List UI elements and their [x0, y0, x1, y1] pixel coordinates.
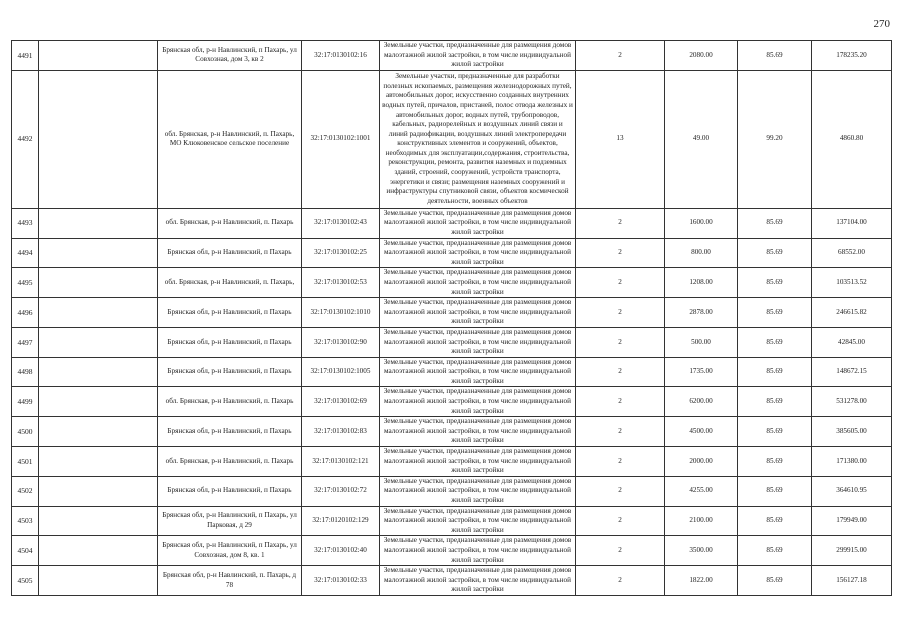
purpose-cell: Земельные участки, предназначенные для размещения домов малоэтажной жилой застройки, в том числе индивидуальной жилой застройки: [380, 268, 576, 298]
cadastral-number-cell: 32:17:0130102:1001: [302, 70, 380, 208]
purpose-cell: Земельные участки, предназначенные для размещения домов малоэтажной жилой застройки, в том числе индивидуальной жилой застройки: [380, 357, 576, 387]
spacer-cell: [39, 357, 158, 387]
purpose-cell: Земельные участки, предназначенные для размещения домов малоэтажной жилой застройки, в том числе индивидуальной жилой застройки: [380, 506, 576, 536]
land-registry-table: [11, 40, 892, 596]
address-cell: обл. Брянская, р-н Навлинский, п. Пахарь,: [158, 268, 302, 298]
table-row: [12, 536, 892, 566]
value-cell: 299915.00: [812, 536, 892, 566]
row-number: 4502: [12, 476, 39, 506]
group-cell: 2: [576, 506, 665, 536]
spacer-cell: [39, 566, 158, 596]
spacer-cell: [39, 238, 158, 268]
address-cell: Брянская обл, р-н Навлинский, п Пахарь, ул Совхозная, дом 3, кв 2: [158, 41, 302, 71]
cadastral-number-cell: 32:17:0130102:69: [302, 387, 380, 417]
address-cell: Брянская обл, р-н Навлинский, п Пахарь: [158, 417, 302, 447]
address-cell: Брянская обл, р-н Навлинский, п Пахарь: [158, 476, 302, 506]
area-cell: 2100.00: [665, 506, 738, 536]
group-cell: 2: [576, 298, 665, 328]
value-cell: 364610.95: [812, 476, 892, 506]
cadastral-number-cell: 32:17:0130102:1005: [302, 357, 380, 387]
spacer-cell: [39, 476, 158, 506]
group-cell: 2: [576, 387, 665, 417]
row-number: 4503: [12, 506, 39, 536]
table-row: [12, 298, 892, 328]
value-cell: 531278.00: [812, 387, 892, 417]
rate-cell: 85.69: [738, 476, 812, 506]
purpose-cell: Земельные участки, предназначенные для разработки полезных ископаемых, размещения железнодорожных путей, автомобильных дорог, искусственно созданных внутренних водных путей, причалов, пристаней, полос отвода железных и автомобильных дорог, водных путей, трубопроводов, кабельных, радиорелейных и воздушных линий связи и линий радиофикации, воздушных линий электропередачи конструктивных элементов и сооружений, объектов, необходимых для эксплуатации,содержания, строительства, реконструкции, ремонта, развития наземных и подземных зданий, строений, сооружений, устройств транспорта, энергетики и связи; размещения наземных сооружений и инфраструктуры спутниковой связи, объектов космической деятельности, военных объектов: [380, 70, 576, 208]
purpose-cell: Земельные участки, предназначенные для размещения домов малоэтажной жилой застройки, в том числе индивидуальной жилой застройки: [380, 387, 576, 417]
cadastral-number-cell: 32:17:0130102:40: [302, 536, 380, 566]
purpose-cell: Земельные участки, предназначенные для размещения домов малоэтажной жилой застройки, в том числе индивидуальной жилой застройки: [380, 417, 576, 447]
table-row: [12, 417, 892, 447]
spacer-cell: [39, 70, 158, 208]
address-cell: обл. Брянская, р-н Навлинский, п. Пахарь: [158, 387, 302, 417]
group-cell: 2: [576, 417, 665, 447]
table-row: [12, 357, 892, 387]
row-number: 4504: [12, 536, 39, 566]
rate-cell: 85.69: [738, 447, 812, 477]
group-cell: 2: [576, 208, 665, 238]
rate-cell: 85.69: [738, 566, 812, 596]
rate-cell: 85.69: [738, 536, 812, 566]
cadastral-number-cell: 32:17:0130102:72: [302, 476, 380, 506]
area-cell: 2080.00: [665, 41, 738, 71]
spacer-cell: [39, 417, 158, 447]
row-number: 4498: [12, 357, 39, 387]
rate-cell: 85.69: [738, 268, 812, 298]
value-cell: 137104.00: [812, 208, 892, 238]
row-number: 4493: [12, 208, 39, 238]
spacer-cell: [39, 447, 158, 477]
cadastral-number-cell: 32:17:0130102:43: [302, 208, 380, 238]
purpose-cell: Земельные участки, предназначенные для размещения домов малоэтажной жилой застройки, в том числе индивидуальной жилой застройки: [380, 447, 576, 477]
cadastral-number-cell: 32:17:0130102:25: [302, 238, 380, 268]
rate-cell: 85.69: [738, 238, 812, 268]
purpose-cell: Земельные участки, предназначенные для размещения домов малоэтажной жилой застройки, в том числе индивидуальной жилой застройки: [380, 327, 576, 357]
table-row: [12, 208, 892, 238]
group-cell: 2: [576, 41, 665, 71]
address-cell: обл. Брянская, р-н Навлинский, п. Пахарь, МО Клюковенское сельское поселение: [158, 70, 302, 208]
rate-cell: 85.69: [738, 387, 812, 417]
group-cell: 2: [576, 447, 665, 477]
spacer-cell: [39, 41, 158, 71]
cadastral-number-cell: 32:17:0130102:1010: [302, 298, 380, 328]
group-cell: 13: [576, 70, 665, 208]
address-cell: Брянская обл, р-н Навлинский, п. Пахарь, д 78: [158, 566, 302, 596]
row-number: 4501: [12, 447, 39, 477]
spacer-cell: [39, 268, 158, 298]
group-cell: 2: [576, 536, 665, 566]
address-cell: Брянская обл, р-н Навлинский, п Пахарь: [158, 327, 302, 357]
row-number: 4505: [12, 566, 39, 596]
value-cell: 246615.82: [812, 298, 892, 328]
rate-cell: 85.69: [738, 41, 812, 71]
row-number: 4492: [12, 70, 39, 208]
purpose-cell: Земельные участки, предназначенные для размещения домов малоэтажной жилой застройки, в том числе индивидуальной жилой застройки: [380, 536, 576, 566]
spacer-cell: [39, 506, 158, 536]
page-number: 270: [873, 18, 890, 30]
group-cell: 2: [576, 268, 665, 298]
value-cell: 4860.80: [812, 70, 892, 208]
row-number: 4494: [12, 238, 39, 268]
value-cell: 103513.52: [812, 268, 892, 298]
row-number: 4496: [12, 298, 39, 328]
group-cell: 2: [576, 327, 665, 357]
area-cell: 1822.00: [665, 566, 738, 596]
cadastral-number-cell: 32:17:0120102:129: [302, 506, 380, 536]
area-cell: 1600.00: [665, 208, 738, 238]
table-row: [12, 447, 892, 477]
spacer-cell: [39, 327, 158, 357]
rate-cell: 85.69: [738, 506, 812, 536]
cadastral-number-cell: 32:17:0130102:33: [302, 566, 380, 596]
rate-cell: 99.20: [738, 70, 812, 208]
purpose-cell: Земельные участки, предназначенные для размещения домов малоэтажной жилой застройки, в том числе индивидуальной жилой застройки: [380, 41, 576, 71]
area-cell: 1735.00: [665, 357, 738, 387]
table-row: [12, 70, 892, 208]
rate-cell: 85.69: [738, 327, 812, 357]
table-row: [12, 268, 892, 298]
group-cell: 2: [576, 476, 665, 506]
group-cell: 2: [576, 566, 665, 596]
rate-cell: 85.69: [738, 208, 812, 238]
rate-cell: 85.69: [738, 357, 812, 387]
group-cell: 2: [576, 238, 665, 268]
cadastral-number-cell: 32:17:0130102:53: [302, 268, 380, 298]
row-number: 4500: [12, 417, 39, 447]
area-cell: 2000.00: [665, 447, 738, 477]
purpose-cell: Земельные участки, предназначенные для размещения домов малоэтажной жилой застройки, в том числе индивидуальной жилой застройки: [380, 298, 576, 328]
rate-cell: 85.69: [738, 298, 812, 328]
area-cell: 49.00: [665, 70, 738, 208]
area-cell: 500.00: [665, 327, 738, 357]
spacer-cell: [39, 298, 158, 328]
value-cell: 178235.20: [812, 41, 892, 71]
purpose-cell: Земельные участки, предназначенные для размещения домов малоэтажной жилой застройки, в том числе индивидуальной жилой застройки: [380, 238, 576, 268]
value-cell: 171380.00: [812, 447, 892, 477]
table-row: [12, 327, 892, 357]
value-cell: 179949.00: [812, 506, 892, 536]
area-cell: 2878.00: [665, 298, 738, 328]
spacer-cell: [39, 208, 158, 238]
table-row: [12, 387, 892, 417]
address-cell: обл. Брянская, р-н Навлинский, п. Пахарь: [158, 447, 302, 477]
area-cell: 1208.00: [665, 268, 738, 298]
area-cell: 4255.00: [665, 476, 738, 506]
table-row: [12, 566, 892, 596]
row-number: 4491: [12, 41, 39, 71]
area-cell: 6200.00: [665, 387, 738, 417]
cadastral-number-cell: 32:17:0130102:121: [302, 447, 380, 477]
cadastral-number-cell: 32:17:0130102:16: [302, 41, 380, 71]
cadastral-number-cell: 32:17:0130102:83: [302, 417, 380, 447]
area-cell: 800.00: [665, 238, 738, 268]
address-cell: Брянская обл, р-н Навлинский, п Пахарь: [158, 357, 302, 387]
value-cell: 148672.15: [812, 357, 892, 387]
area-cell: 4500.00: [665, 417, 738, 447]
table-row: [12, 41, 892, 71]
table-row: [12, 506, 892, 536]
group-cell: 2: [576, 357, 665, 387]
cadastral-number-cell: 32:17:0130102:90: [302, 327, 380, 357]
spacer-cell: [39, 387, 158, 417]
value-cell: 385605.00: [812, 417, 892, 447]
address-cell: Брянская обл, р-н Навлинский, п Пахарь, ул Парковая, д 29: [158, 506, 302, 536]
value-cell: 42845.00: [812, 327, 892, 357]
row-number: 4495: [12, 268, 39, 298]
address-cell: Брянская обл, р-н Навлинский, п Пахарь, ул Совхозная, дом 8, кв. 1: [158, 536, 302, 566]
value-cell: 68552.00: [812, 238, 892, 268]
purpose-cell: Земельные участки, предназначенные для размещения домов малоэтажной жилой застройки, в том числе индивидуальной жилой застройки: [380, 208, 576, 238]
purpose-cell: Земельные участки, предназначенные для размещения домов малоэтажной жилой застройки, в том числе индивидуальной жилой застройки: [380, 566, 576, 596]
value-cell: 156127.18: [812, 566, 892, 596]
spacer-cell: [39, 536, 158, 566]
address-cell: Брянская обл, р-н Навлинский, п Пахарь: [158, 298, 302, 328]
address-cell: обл. Брянская, р-н Навлинский, п. Пахарь: [158, 208, 302, 238]
row-number: 4497: [12, 327, 39, 357]
area-cell: 3500.00: [665, 536, 738, 566]
purpose-cell: Земельные участки, предназначенные для размещения домов малоэтажной жилой застройки, в том числе индивидуальной жилой застройки: [380, 476, 576, 506]
table-row: [12, 476, 892, 506]
table-row: [12, 238, 892, 268]
row-number: 4499: [12, 387, 39, 417]
rate-cell: 85.69: [738, 417, 812, 447]
address-cell: Брянская обл, р-н Навлинский, п Пахарь: [158, 238, 302, 268]
